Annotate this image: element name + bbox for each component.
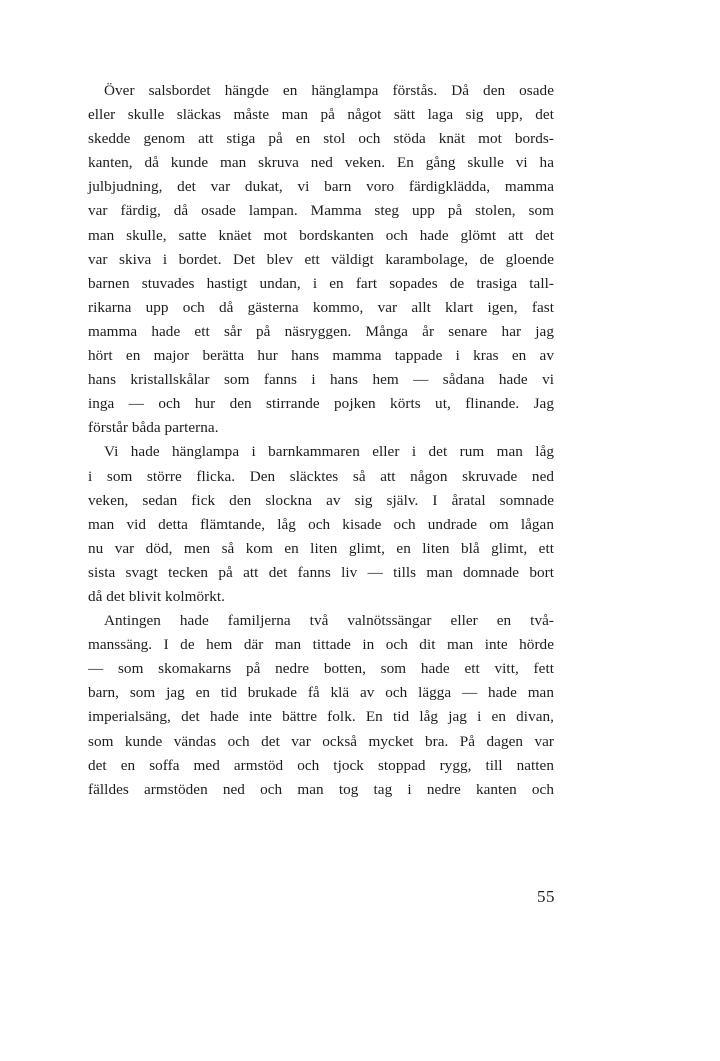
- text-line: julbjudning, det var dukat, vi barn voro färdigklädda, mamma: [88, 178, 554, 196]
- text-line: i som större flicka. Den släcktes så att någon skruvade ned: [88, 467, 554, 485]
- text-line: veken, sedan fick den slockna av sig själv. I åratal somnade: [88, 491, 554, 509]
- body-text: [88, 79, 554, 802]
- text-line: barn, som jag en tid brukade få klä av och lägga — hade man: [88, 684, 554, 702]
- text-line: skedde genom att stiga på en stol och stöda knät mot bords-: [88, 130, 554, 148]
- paragraph: [88, 440, 554, 609]
- text-line: hans kristallskålar som fanns i hans hem — sådana hade vi: [88, 371, 554, 389]
- page-number: 55: [537, 887, 555, 906]
- text-line: förstår båda parterna.: [88, 419, 219, 437]
- text-line: Vi hade hänglampa i barnkammaren eller i det rum man låg: [104, 443, 554, 461]
- text-line: nu var död, men så kom en liten glimt, en liten blå glimt, ett: [88, 539, 554, 557]
- text-line: man skulle, satte knäet mot bordskanten och hade glömt att det: [88, 226, 554, 244]
- text-line: mamma hade ett sår på näsryggen. Många år senare har jag: [88, 322, 554, 340]
- text-line: hört en major berätta hur hans mamma tappade i kras en av: [88, 347, 554, 365]
- text-line: man vid detta flämtande, låg och kisade och undrade om lågan: [88, 515, 554, 533]
- text-line: Över salsbordet hängde en hänglampa förstås. Då den osade: [104, 82, 554, 99]
- text-line: var skiva i bordet. Det blev ett väldigt karambolage, de gloende: [88, 250, 554, 268]
- text-line: barnen stuvades hastigt undan, i en fart sopades de trasiga tall-: [88, 274, 554, 292]
- text-line: — som skomakarns på nedre botten, som hade ett vitt, fett: [88, 660, 554, 678]
- text-line: inga — och hur den stirrande pojken körts ut, flinande. Jag: [88, 395, 554, 413]
- text-line: då det blivit kolmörkt.: [88, 587, 225, 605]
- text-line: imperialsäng, det hade inte bättre folk. En tid låg jag i en divan,: [88, 708, 554, 726]
- paragraph: [88, 79, 554, 440]
- paragraph: [88, 609, 554, 802]
- text-line: eller skulle släckas måste man på något sätt laga sig upp, det: [88, 106, 554, 124]
- text-line: kanten, då kunde man skruva ned veken. En gång skulle vi ha: [88, 154, 554, 172]
- text-line: Antingen hade familjerna två valnötssängar eller en två-: [104, 612, 554, 630]
- text-line: rikarna upp och då gästerna kommo, var allt klart igen, fast: [88, 298, 554, 316]
- text-line: fälldes armstöden ned och man tog tag i nedre kanten och: [88, 780, 554, 798]
- text-line: var färdig, då osade lampan. Mamma steg upp på stolen, som: [88, 202, 554, 220]
- text-line: sista svagt tecken på att det fanns liv — tills man domnade bort: [88, 563, 554, 581]
- text-line: manssäng. I de hem där man tittade in och dit man inte hörde: [88, 636, 554, 654]
- text-line: som kunde vändas och det var också mycket bra. På dagen var: [88, 732, 554, 750]
- text-line: det en soffa med armstöd och tjock stoppad rygg, till natten: [88, 756, 554, 774]
